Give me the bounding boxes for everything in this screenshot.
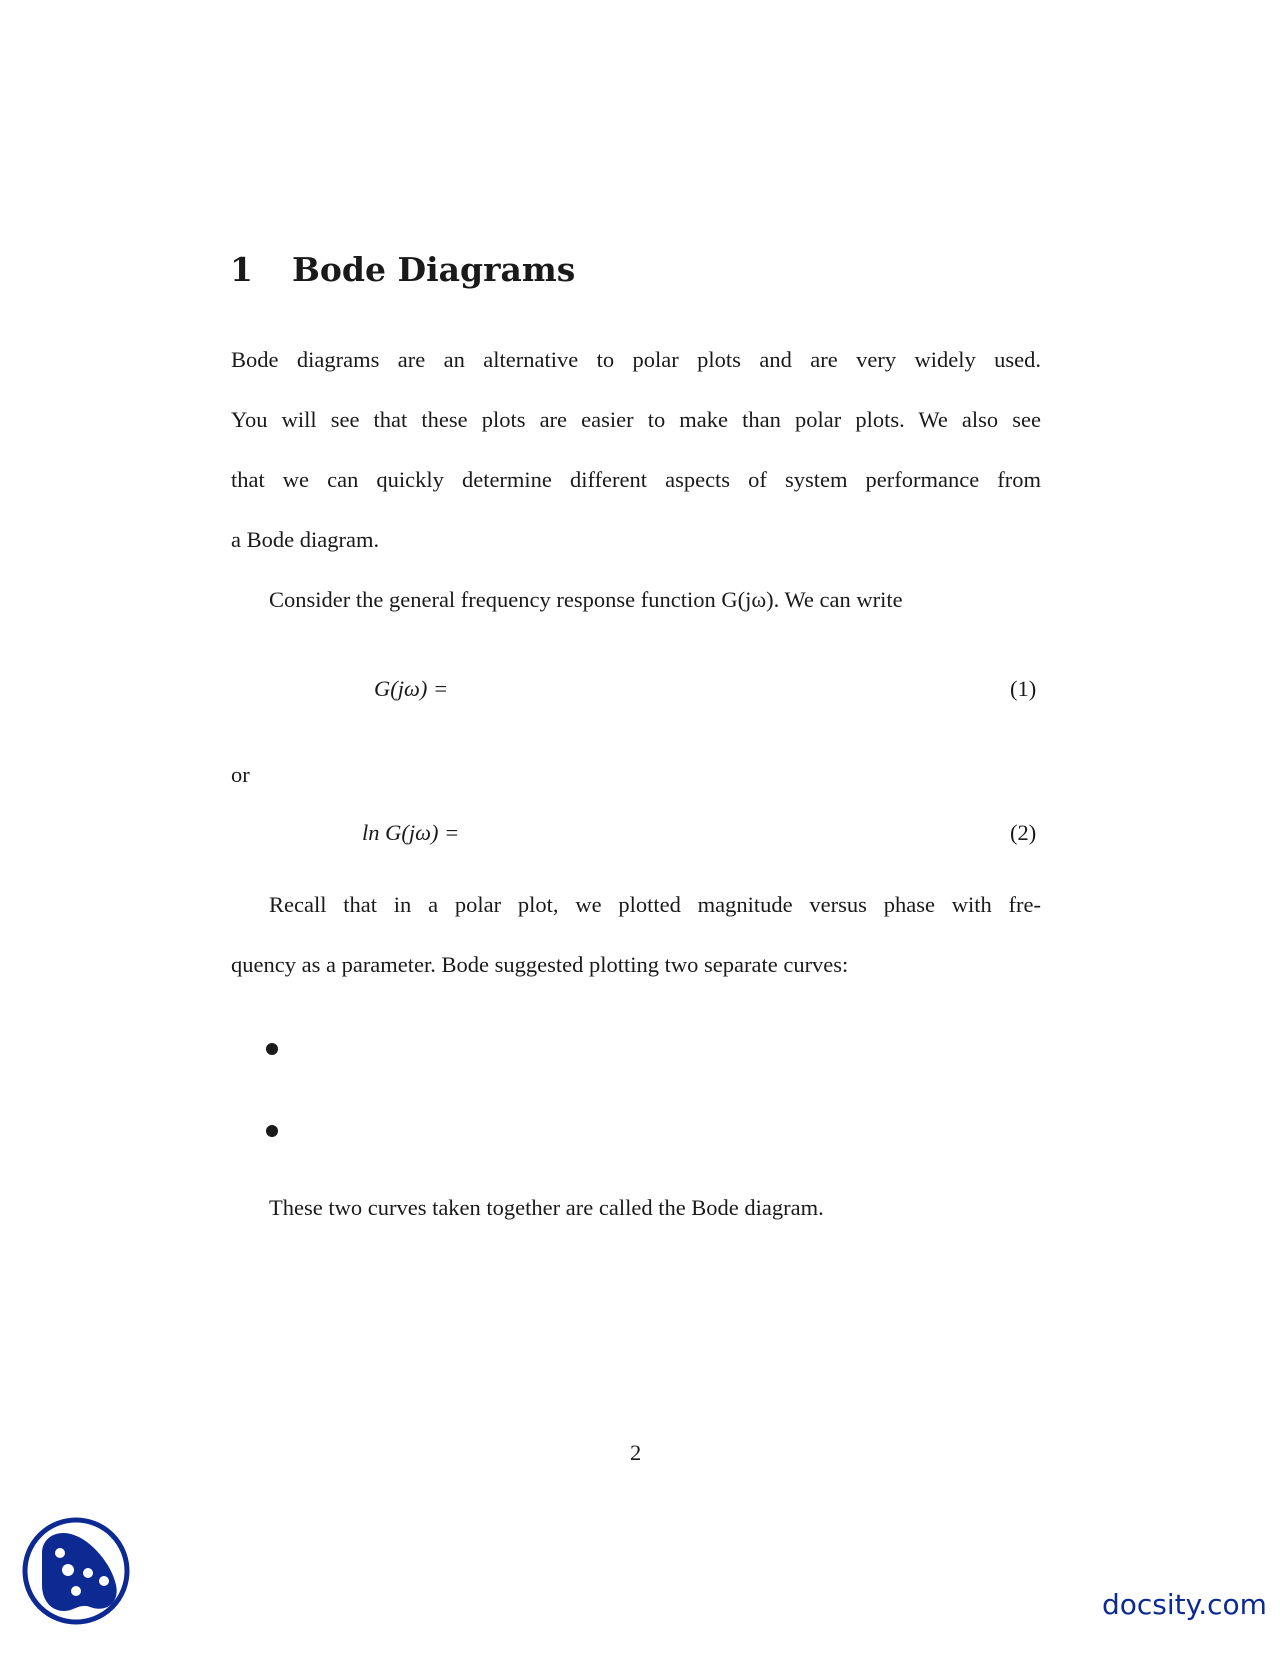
paragraph-line: or xyxy=(231,762,250,787)
paragraph-line: quency as a parameter. Bode suggested plotting two separate curves: xyxy=(231,952,849,977)
paragraph-line: You will see that these plots are easier to make than polar plots. We also see xyxy=(231,407,1041,432)
paragraph-line: Recall that in a polar plot, we plotted magnitude versus phase with fre- xyxy=(269,892,1041,917)
or-paragraph xyxy=(231,745,1041,805)
equation-2 xyxy=(362,820,459,846)
bullet-item xyxy=(266,1043,278,1055)
paragraph-line: that we can quickly determine different aspects of system performance from xyxy=(231,467,1041,492)
paragraph-line: These two curves taken together are called the Bode diagram. xyxy=(269,1195,824,1220)
section-title: Bode Diagrams xyxy=(292,250,576,289)
paragraph-line: a Bode diagram. xyxy=(231,527,380,552)
section-number: 1 xyxy=(230,250,253,289)
closing-paragraph xyxy=(231,1178,1041,1238)
equation-2-number: (2) xyxy=(1010,820,1037,845)
bullet-item xyxy=(266,1125,278,1137)
section-heading xyxy=(230,250,575,289)
consider-paragraph xyxy=(231,570,1041,630)
paragraph-line: Bode diagrams are an alternative to polar plots and are very widely used. xyxy=(231,347,1041,372)
page-number: 2 xyxy=(630,1440,642,1465)
recall-paragraph xyxy=(231,875,1041,995)
intro-paragraph xyxy=(231,330,1041,570)
equation-2-lhs: ln G(jω) = xyxy=(362,820,460,845)
equation-1 xyxy=(374,676,448,702)
equation-1-lhs: G(jω) = xyxy=(374,676,449,701)
docsity-brand-link[interactable]: docsity.com xyxy=(1102,1588,1267,1621)
docsity-logo-icon[interactable] xyxy=(20,1515,132,1627)
paragraph-line: Consider the general frequency response function G(jω). We can write xyxy=(269,587,903,612)
equation-1-number: (1) xyxy=(1010,676,1037,701)
